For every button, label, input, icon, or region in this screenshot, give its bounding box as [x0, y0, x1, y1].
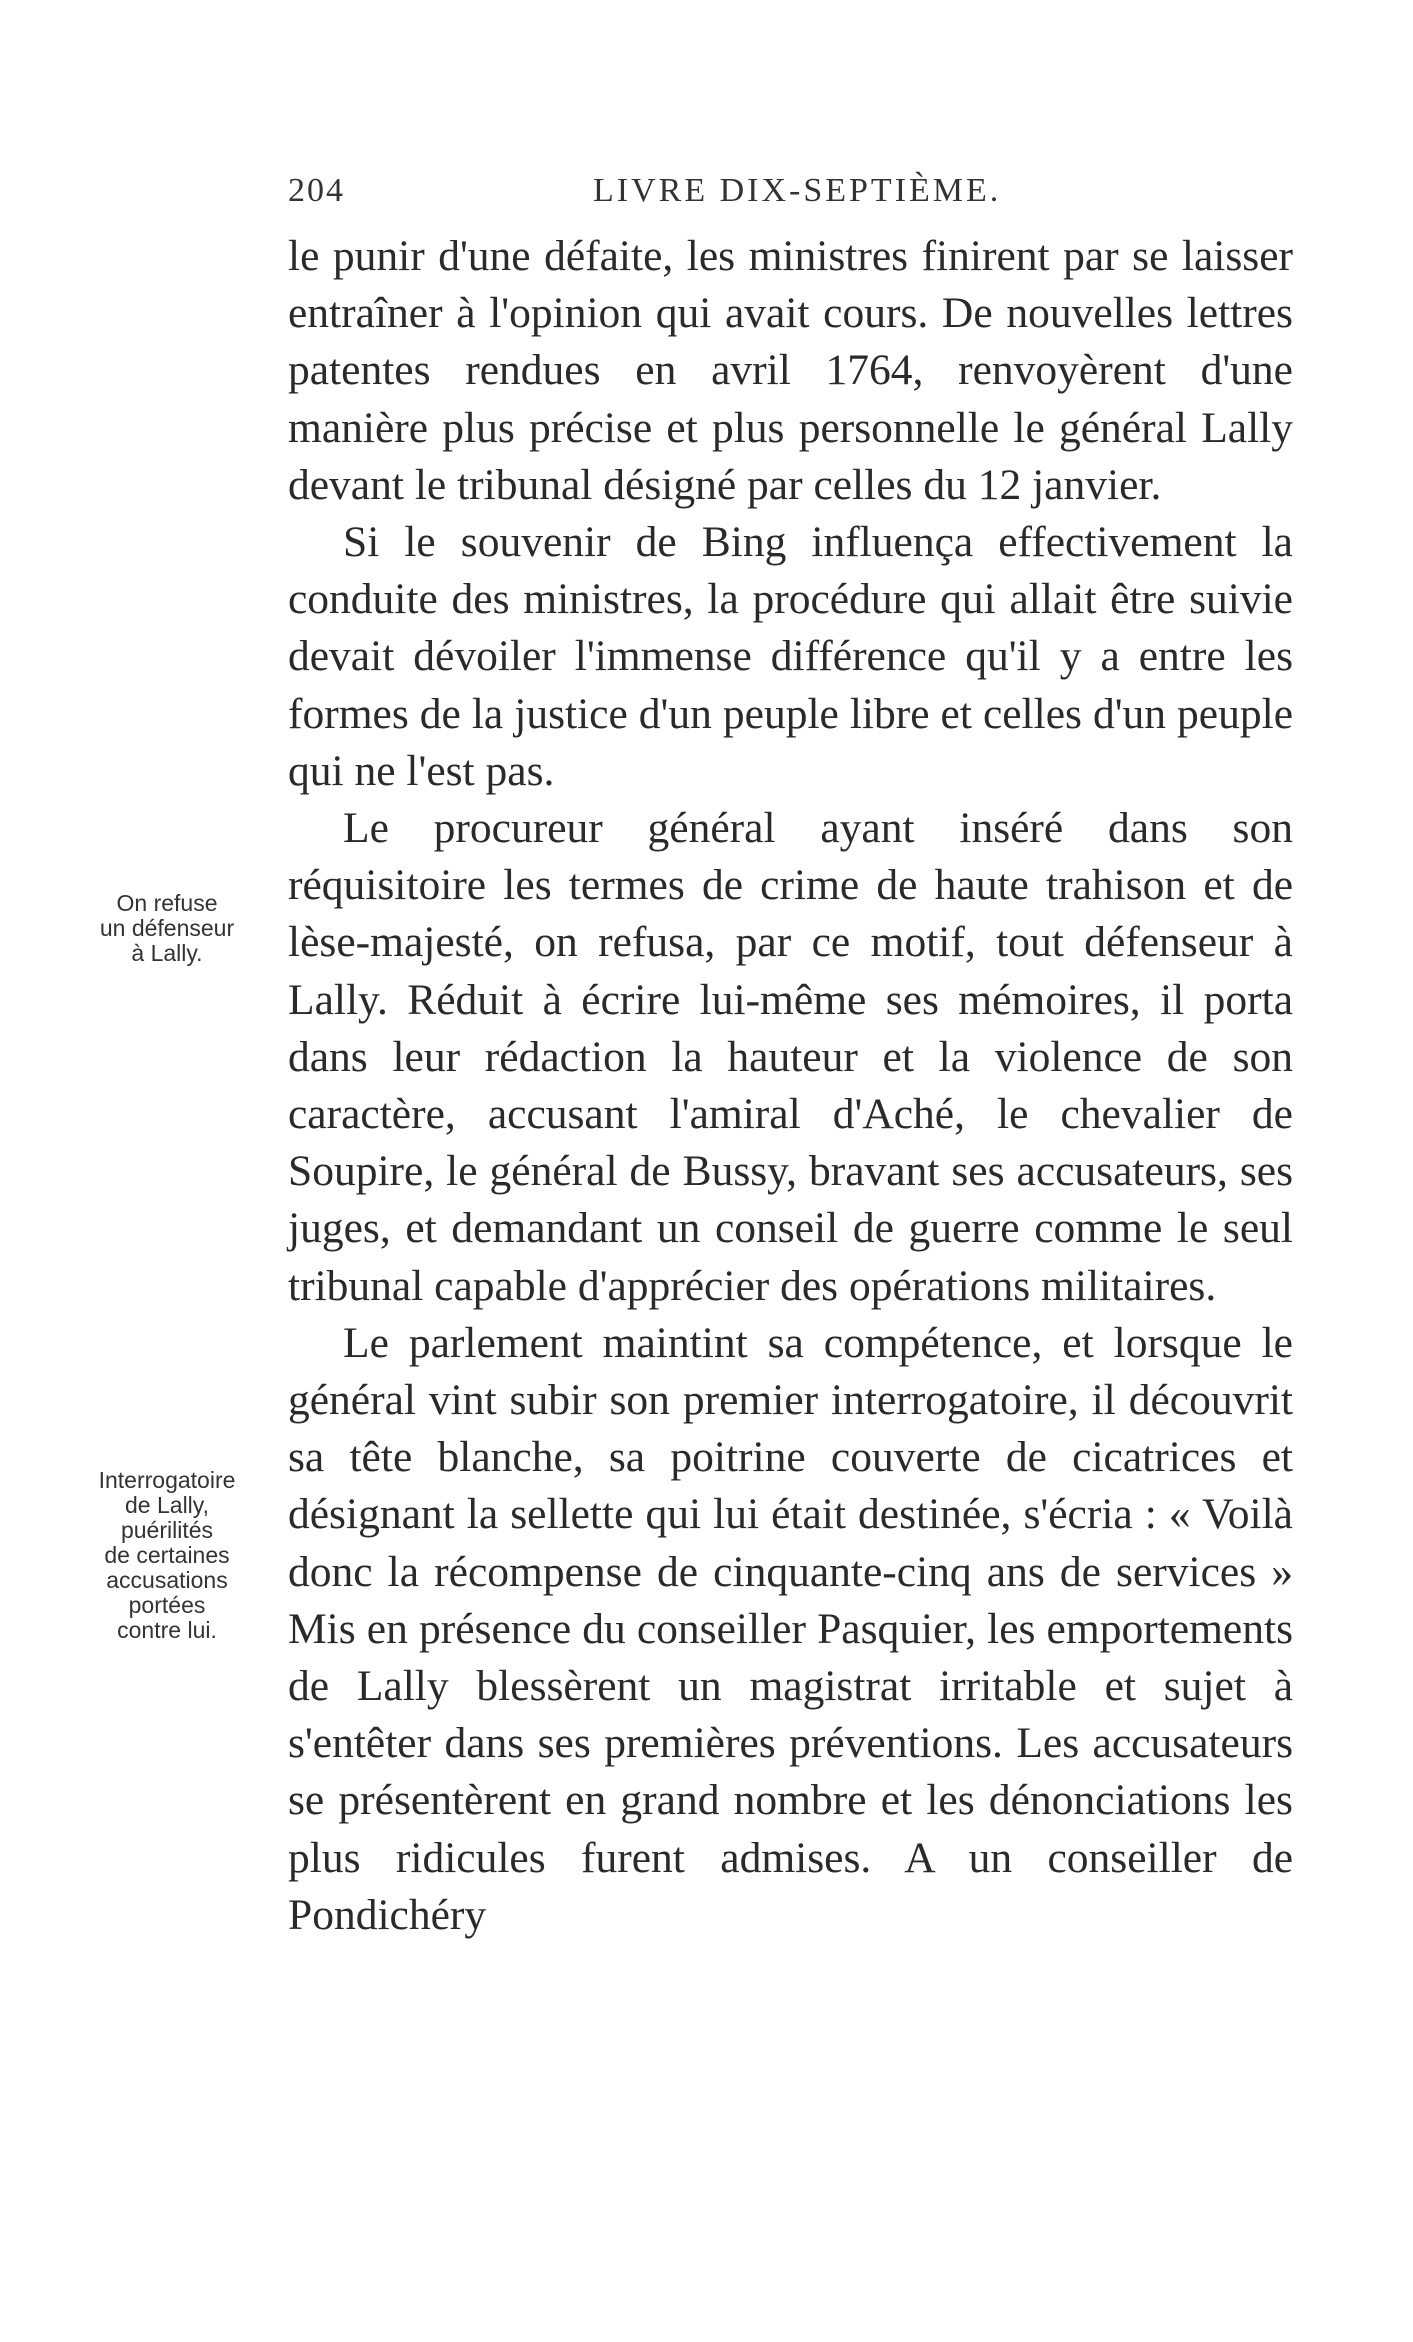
running-title: LIVRE DIX-SEPTIÈME.: [593, 172, 1002, 209]
margin-note-line: On refuse: [116, 890, 218, 916]
paragraph-continued: le punir d'une défaite, les ministres finirent par se laisser entraîner à l'opinion qui avait cours. De nouvelles lettres patentes rendues en avril 1764, renvoyèrent d'une manière plus précise et plus personnelle le général Lally devant le tribunal désigné par celles du 12 janvier.: [288, 232, 1293, 509]
margin-note-line: à Lally.: [131, 940, 203, 966]
margin-note-line: de Lally,: [125, 1492, 209, 1518]
margin-note-line: Interrogatoire: [98, 1467, 236, 1493]
margin-note-line: un défenseur: [99, 915, 235, 941]
margin-note-interrogation: [82, 1468, 252, 1643]
margin-note-line: puérilités: [120, 1517, 214, 1543]
margin-note-line: contre lui.: [117, 1617, 217, 1643]
paragraph-parlement: Le parlement maintint sa compétence, et lorsque le général vint subir son premier interrogatoire, il découvrit sa tête blanche, sa poitrine couverte de cicatrices et désignant la sellette qui lui était destinée, s'écria : « Voilà donc la récompense de cinquante-cinq ans de services » Mis en présence du conseiller Pasquier, les emportements de Lally blessèrent un magistrat irritable et sujet à s'entêter dans ses premières préventions. Les accusateurs se présentèrent en grand nombre et les dénonciations les plus ridicules furent admises. A un conseiller de Pondichéry: [288, 1318, 1293, 1939]
margin-note-line: accusations: [106, 1567, 228, 1593]
margin-note-line: portées: [128, 1592, 206, 1618]
paragraph-procureur: Le procureur général ayant inséré dans son réquisitoire les termes de crime de haute trahison et de lèse-majesté, on refusa, par ce motif, tout défenseur à Lally. Réduit à écrire lui-même ses mémoires, il porta dans leur rédaction la hauteur et la violence de son caractère, accusant l'amiral d'Aché, le chevalier de Soupire, le général de Bussy, bravant ses accusateurs, ses juges, et demandant un conseil de guerre comme le seul tribunal capable d'apprécier des opérations militaires.: [288, 804, 1293, 1310]
margin-note-line: de certaines: [104, 1542, 230, 1568]
page-number: 204: [288, 172, 345, 209]
body-text: [288, 228, 1293, 1944]
running-header: [288, 172, 1293, 222]
paragraph-bing: Si le souvenir de Bing influença effectivement la conduite des ministres, la procédure qui allait être suivie devait dévoiler l'immense différence qu'il y a entre les formes de la justice d'un peuple libre et celles d'un peuple qui ne l'est pas.: [288, 518, 1293, 795]
margin-note-refused-defender: [82, 891, 252, 966]
